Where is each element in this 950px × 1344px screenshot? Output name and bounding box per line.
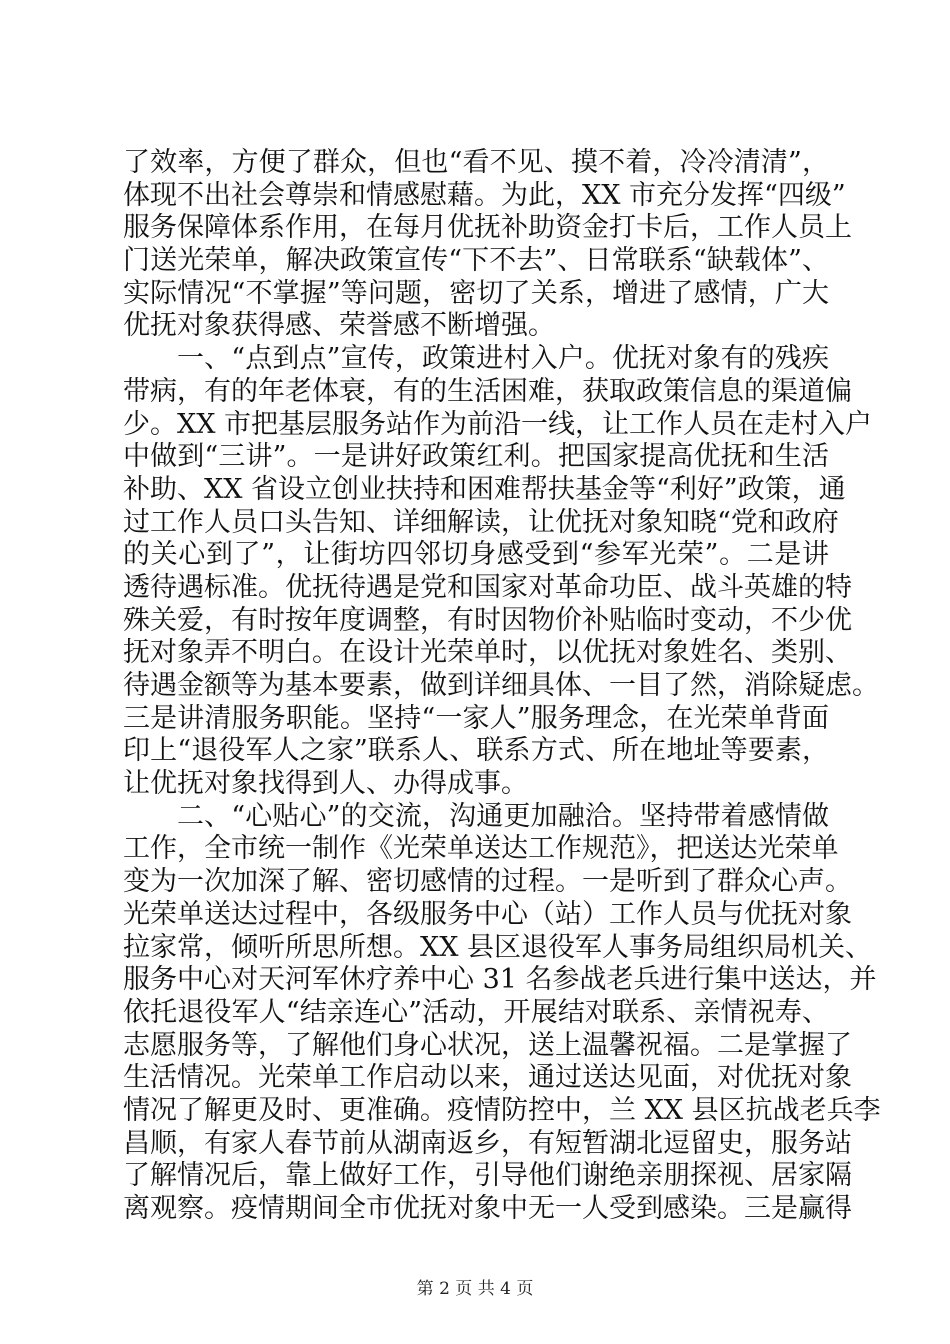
text-line: 离观察。疫情期间全市优抚对象中无一人受到感染。三是赢得 (123, 1193, 852, 1224)
text-line: 了效率，方便了群众，但也“看不见、摸不着，冷冷清清”， (123, 147, 829, 178)
text-line: 过工作人员口头告知、详细解读，让优抚对象知晓“党和政府 (123, 506, 839, 538)
text-line: 殊关爱，有时按年度调整，有时因物价补贴临时变动，不少优 (123, 604, 852, 636)
page-number-footer: 第 2 页 共 4 页 (416, 1279, 534, 1299)
text-line: 工作，全市统一制作《光荣单送达工作规范》，把送达光荣单 (123, 833, 839, 865)
text-line: 少。XX 市把基层服务站作为前沿一线，让工作人员在走村入户 (123, 408, 873, 440)
text-line: 依托退役军人“结亲连心”活动，开展结对联系、亲情祝寿、 (123, 996, 829, 1028)
text-line: 情况了解更及时、更准确。疫情防控中，兰 XX 县区抗战老兵李 (123, 1094, 881, 1126)
text-line: 生活情况。光荣单工作启动以来，通过送达见面，对优抚对象 (123, 1062, 852, 1094)
text-line: 门送光荣单，解决政策宣传“下不去”、日常联系“缺载体”、 (123, 245, 829, 277)
text-line: 三是讲清服务职能。坚持“一家人”服务理念，在光荣单背面 (123, 702, 829, 734)
text-line: 透待遇标准。优抚待遇是党和国家对革命功臣、战斗英雄的特 (123, 571, 852, 603)
text-line: 了解情况后，靠上做好工作，引导他们谢绝亲朋探视、居家隔 (123, 1160, 852, 1192)
document-body (123, 147, 881, 1226)
text-line: 服务中心对天河军休疗养中心 31 名参战老兵进行集中送达，并 (123, 964, 877, 996)
text-line: 让优抚对象找得到人、办得成事。 (123, 768, 528, 800)
text-line: 中做到“三讲”。一是讲好政策红利。把国家提高优抚和生活 (123, 441, 829, 473)
text-line: 昌顺，有家人春节前从湖南返乡，有短暂湖北逗留史，服务站 (123, 1127, 852, 1159)
text-line: 变为一次加深了解、密切感情的过程。一是听到了群众心声。 (123, 866, 852, 898)
section-heading-line: 二、“心贴心”的交流，沟通更加融洽。坚持带着感情做 (177, 800, 829, 832)
text-line: 的关心到了”，让街坊四邻切身感受到“参军光荣”。二是讲 (123, 539, 829, 571)
section-heading-line: 一、“点到点”宣传，政策进村入户。优抚对象有的残疾 (177, 343, 829, 375)
text-line: 体现不出社会尊崇和情感慰藉。为此，XX 市充分发挥“四级” (123, 179, 846, 211)
text-line: 待遇金额等为基本要素，做到详细具体、一目了然，消除疑虑。 (123, 670, 879, 701)
text-line: 抚对象弄不明白。在设计光荣单时，以优抚对象姓名、类别、 (123, 637, 852, 669)
text-line: 印上“退役军人之家”联系人、联系方式、所在地址等要素， (123, 735, 829, 767)
text-line: 优抚对象获得感、荣誉感不断增强。 (123, 310, 555, 342)
text-line: 拉家常，倾听所思所想。XX 县区退役军人事务局组织局机关、 (123, 931, 873, 963)
text-line: 带病，有的年老体衰，有的生活困难，获取政策信息的渠道偏 (123, 375, 852, 407)
text-line: 志愿服务等，了解他们身心状况，送上温馨祝福。二是掌握了 (123, 1029, 852, 1061)
text-line: 实际情况“不掌握”等问题，密切了关系，增进了感情，广大 (123, 277, 829, 309)
text-line: 光荣单送达过程中，各级服务中心（站）工作人员与优抚对象 (123, 898, 852, 930)
text-line: 服务保障体系作用，在每月优抚补助资金打卡后，工作人员上 (123, 212, 852, 244)
text-line: 补助、XX 省设立创业扶持和困难帮扶基金等“利好”政策，通 (123, 473, 846, 505)
